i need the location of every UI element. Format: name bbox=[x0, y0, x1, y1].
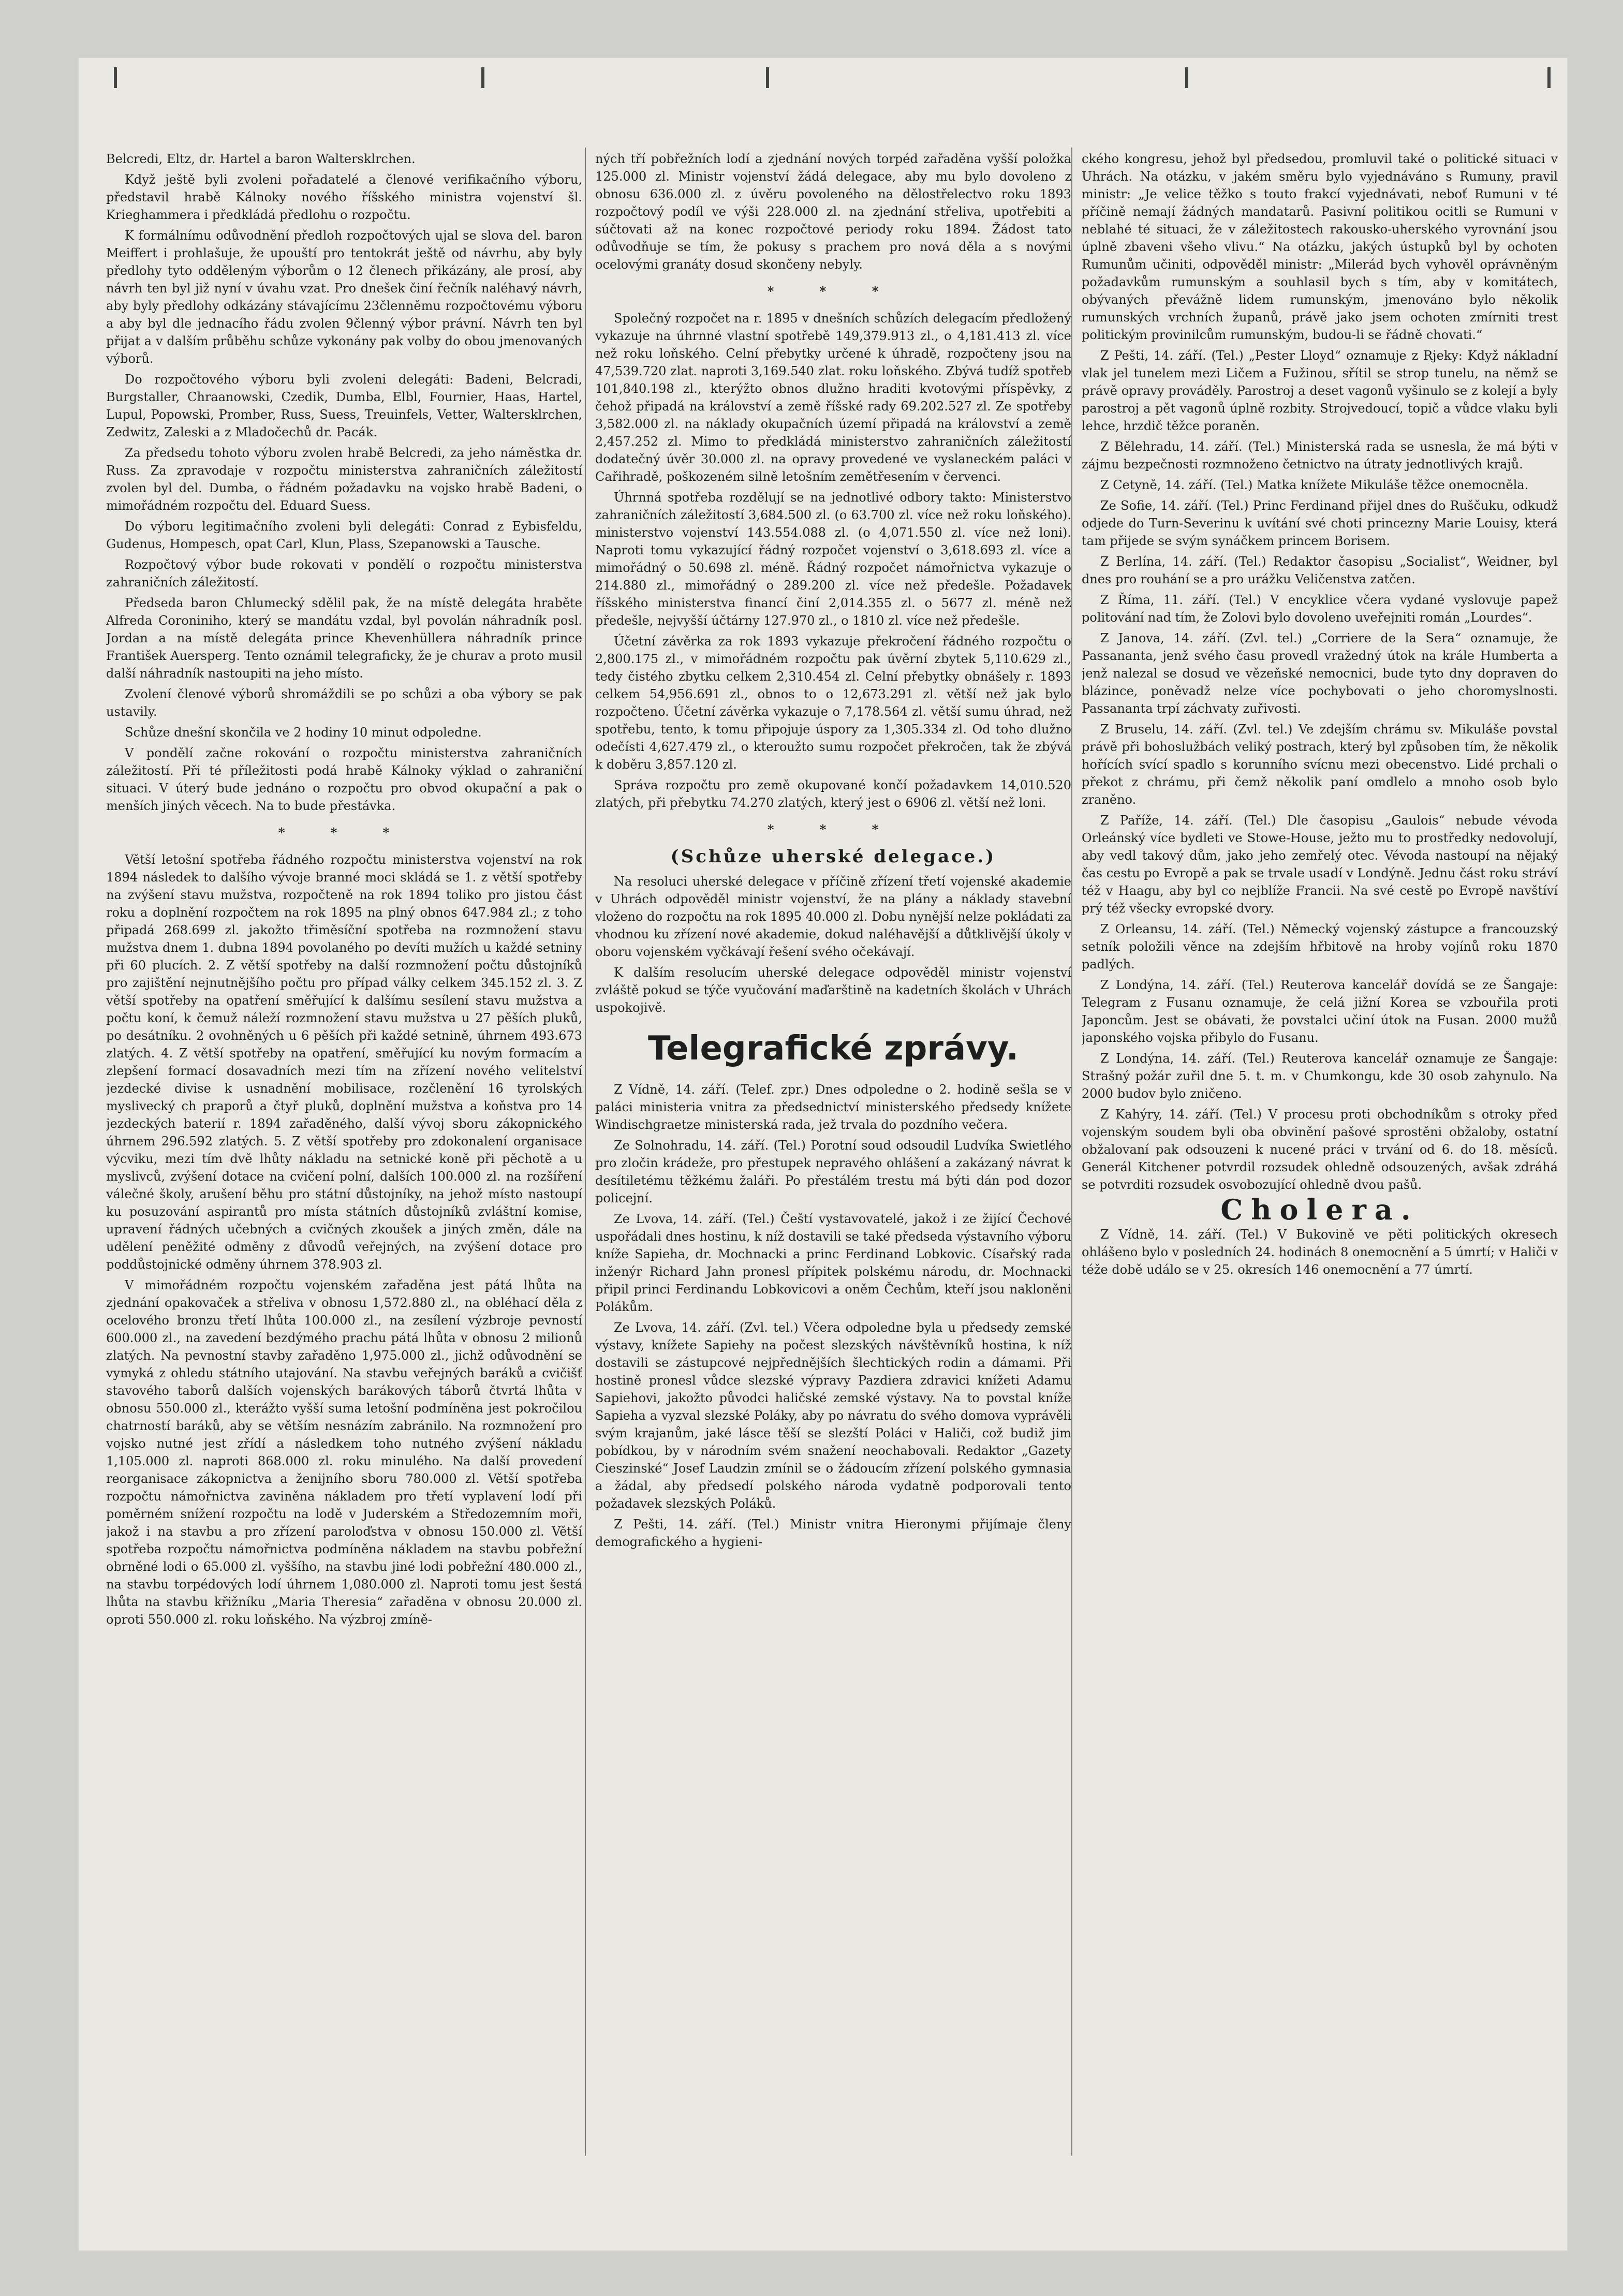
paragraph: K formálnímu odůvodnění předloh rozpočtových ujal se slova del. baron Meiffert i prohlašuje, že upouští pro tentokrát ještě od návrhu, aby byly předlohy tyto odděleným výborům o 12 členech přikázány, ale prosí, aby návrh ten byl již nyní v úvahu vzat. Pro dnešek činí řečník naléhavý návrh, aby byly předlohy odkázány stávajícímu 23členněmu rozpočtovému výboru a aby byl dle jednacího řádu zvolen 9členný výbor právní. Návrh ten byl přijat a v dalším průběhu schůze vykonány pak volby do obou jmenovaných výborů. bbox=[106, 228, 582, 366]
paragraph: Z Berlína, 14. září. (Tel.) Redaktor časopisu „Socialist“, Weidner, byl dnes pro rouhání se a pro urážku Veličenstva zatčen. bbox=[1082, 554, 1558, 586]
margin-mark bbox=[481, 67, 484, 88]
paragraph: Z Říma, 11. září. (Tel.) V encyklice včera vydané vyslovuje papež politování nad tím, že Zolovi bylo dovoleno uveřejniti román „Lourdes“. bbox=[1082, 593, 1558, 625]
section-divider-stars: * * * bbox=[767, 822, 899, 837]
uherska-delegace-heading: (Schůze uherské delegace.) bbox=[670, 846, 996, 867]
paragraph: Z Vídně, 14. září. (Tel.) V Bukovině ve pěti politických okresech ohlášeno bylo v posledních 24. hodinách 8 onemocnění a 5 úmrtí; v Haliči v téže době událo se v 25. okresích 146 onemocnění a 77 úmrtí. bbox=[1082, 1227, 1558, 1277]
margin-mark bbox=[766, 67, 769, 88]
paragraph: Z Pešti, 14. září. (Tel.) Ministr vnitra Hieronymi přijímaje členy demografického a hygieni- bbox=[595, 1517, 1071, 1549]
paragraph: Úhrnná spotřeba rozdělují se na jednotlivé odbory takto: Ministerstvo zahraničních záležitostí 3,684.500 zl. (o 63.700 zl. více než roku loňského). ministerstvo vojenství 143.554.088 zl. (o 4,071.550 zl. více než loni). Naproti tomu vykazující řádný rozpočet vojenství o 3,618.693 zl. více a mimořádný o 50.698 zl. méně. Řádný rozpočet námořnictva vykazuje o 214.880 zl., mimořádný o 289.200 zl. více než předešle. Požadavek říšského ministerstva financí činí 2,014.355 zl. o 5677 zl. méně než předešle, nejvyšší účtárny 127.970 zl., o 1810 zl. více než předešle. bbox=[595, 490, 1071, 628]
paragraph: Z Paříže, 14. září. (Tel.) Dle časopisu „Gaulois“ nebude vévoda Orleánský více bydleti ve Stowe-House, ježto mu to prostředky nedovolují, aby vedl takový dům, jako jeho zemřelý otec. Vévoda nastoupí na nějaký čas cestu po Evropě a pak se trvale usadí v Londýně. Jednu část roku stráví též v Haagu, aby byl co nejblíže Francii. Na své cestě po Evropě navštíví prý též všecky evropské dvory. bbox=[1082, 813, 1558, 916]
paragraph: Větší letošní spotřeba řádného rozpočtu ministerstva vojenství na rok 1894 následek to dalšího vývoje branné moci skládá se 1. z větší spotřeby na zvýšení stavu mužstva, rozpočteně na rok 1894 toliko pro jistou část roku a doplnění rozpočtem na rok 1895 na plný obnos 647.984 zl.; z toho připadá 268.699 zl. jakožto třiměsíční spotřeba na rozmnožení stavu mužstva dnem 1. dubna 1894 povolaného po devíti mužích u každé setniny při 60 plucích. 2. Z větší spotřeby na další rozmnožení počtu důstojníků pro zajištění nejnutnějšího počtu pro případ války celkem 345.152 zl. 3. Z větší spotřeby na opatření směřující k dalšímu sesílení stavu mužstva a počtu koní, k čemuž náleží rozmnožení stavu mužstva u 27 pěších pluků, po desátníku. 2 ovohněných u 6 pěších při každé setnině, úhrnem 493.673 zlatých. 4. Z větší spotřeby na opatření, směřující ku novým formacím a zlepšení formací dosavadních mezi tím na zřízení nového velitelství jezdecké divise k usnadnění mobilisace, rozčlenění 16 tyrolských myslivecký ch praporů a čtyř pluků, doplnění mužstva a koňstva pro 14 jezdeckých baterií r. 1894 zařaděného, další vývoj sboru zákopnického úhrnem 296.592 zlatých. 5. Z větší spotřeby pro zdokonalení organisace výcviku, mezi tím dvě lhůty nákladu na setnické koně při pěchotě a u myslivců, zvýšení dotace na cvičení polní, dalších 100.000 zl. na rozšíření válečné školy, arušení běhu pro státní důstojníky, na jehož místo nastoupí ku posuzování aspirantů pro místa státních důstojníků zvláštní komise, upravení řádných učebných a cvičných zkoušek a jiných změn, dále na udělení peněžité odměny z důvodů veřejných, na zvýšení dotace pro poddůstojnické odměny úhrnem 378.903 zl. bbox=[106, 852, 582, 1272]
column-rule bbox=[585, 148, 586, 2156]
paragraph: Z Bělehradu, 14. září. (Tel.) Ministerská rada se usnesla, že má býti v zájmu bezpečnosti rozmnoženo četnictvo na útraty jednotlivých krajů. bbox=[1082, 439, 1558, 472]
paragraph: Společný rozpočet na r. 1895 v dnešních schůzích delegacím předložený vykazuje na úhrnné vlastní spotřebě 149,379.913 zl., o 4,181.413 zl. více než roku loňského. Celní přebytky určené k úhradě, rozpočteny jsou na 47,539.720 zlat. naproti 3,169.540 zlat. roku loňského. Zbývá tudíž spotřeb 101,840.198 zl., kterýžto obnos dlužno hraditi kvotovými příspěvky, z čehož připadá na království a země říšské rady 69.202.527 zl. Ze spotřeby 3,582.000 zl. na náklady okupačních území připadá na království a země 2,457.252 zl. Mimo to předkládá ministerstvo zahraničních záležitostí dodatečný úvěr 30.000 zl. na opravy provedené ve vyslaneckém paláci v Cařihradě, poškozeném silně letošním zemětřesením v červenci. bbox=[595, 311, 1071, 484]
column-3 bbox=[1082, 150, 1558, 2220]
paragraph: Z Vídně, 14. září. (Telef. zpr.) Dnes odpoledne o 2. hodině sešla se v paláci ministeria vnitra za předsednictví ministerského předsedy knížete Windischgraetze ministerská rada, jež trvala do pozdního večera. bbox=[595, 1082, 1071, 1132]
paragraph: ných tří pobřežních lodí a zjednání nových torpéd zařaděna vyšší položka 125.000 zl. Ministr vojenství žádá delegace, aby mu bylo dovoleno z obnosu 636.000 zl. z úvěru povoleného na dělostřelectvo roku 1893 rozpočtový podíl ve výši 228.000 zl. na zjednání střeliva, upotřebiti a súčtovati až na konec rozpočtové periody roku 1894. Žádost tato odůvodňuje se tím, že pokusy s prachem pro nová děla a s novými ocelovými granáty dosud skončeny nebyly. bbox=[595, 152, 1071, 272]
paragraph: ckého kongresu, jehož byl předsedou, promluvil také o politické situaci v Uhrách. Na otázku, v jakém směru bylo vyjednáváno s Rumuny, pravil ministr: „Je velice těžko s touto frakcí vyjednávati, neboť Rumuni v té příčině nemají žádných mandatarů. Pasivní politikou ocitli se Rumuni v neblahé té situaci, že v záležitostech rakousko-uherského vyrovnání jsou úplně zbaveni všeho vlivu.“ Na otázku, jakých ústupků byl by ochoten Rumunům učiniti, odpověděl ministr: „Milerád bych vyhověl oprávněným požadavkům rumunským a souhlasil bych s tím, aby v komitátech, obývaných převážně lidem rumunským, jmenováno bylo několik rumunských vrchních županů, právě jako jsem ochoten zmírniti trest politickým provinilcům rumunským, budou-li se řádně chovati.“ bbox=[1082, 152, 1558, 342]
paragraph: Účetní závěrka za rok 1893 vykazuje překročení řádného rozpočtu o 2,800.175 zl., v mimořádném rozpočtu pak úvěrní zbytek 5,110.629 zl., tedy čistého zbytku celkem 2,310.454 zl. Celní přebytky obnášely r. 1893 celkem 54,956.691 zl., obnos to o 12,673.291 zl. větší než jak bylo rozpočteno. Účetní závěrka vykazuje o 7,178.564 zl. větší sumu úhrad, než spotřebu, tento, k tomu připojuje úspory za 1,305.334 zl. Od toho dlužno odečísti 4,627.479 zl., o kteroužto sumu rozpočet překročen, tak že zbývá k doběru 3,857.120 zl. bbox=[595, 634, 1071, 772]
paragraph: Ze Solnohradu, 14. září. (Tel.) Porotní soud odsoudil Ludvíka Swietlého pro zločin krádeže, pro přestupek nepravého ohlášení a zakázaný návrat k desítiletému těžkému žaláři. Po přestálém trestu má býti dán pod dozor policejní. bbox=[595, 1138, 1071, 1205]
column-2 bbox=[595, 150, 1071, 2220]
section-divider-stars: * * * bbox=[278, 825, 410, 840]
paragraph: Z Orleansu, 14. září. (Tel.) Německý vojenský zástupce a francouzský setník položili věnce na zdejším hřbitově na hroby vojínů roku 1870 padlých. bbox=[1082, 922, 1558, 972]
paragraph: Předseda baron Chlumecký sdělil pak, že na místě delegáta hraběte Alfreda Coroniniho, který se mandátu vzdal, byl povolán náhradník posl. Jordan a na místě delegáta prince Khevenhüllera náhradník prince František Auersperg. Tento oznámil telegraficky, že je churav a proto musil další náhradník nastoupiti na jeho místo. bbox=[106, 596, 582, 681]
telegraph-heading: Telegrafické zprávy. bbox=[647, 1029, 1019, 1068]
paragraph: Na resoluci uherské delegace v příčině zřízení třetí vojenské akademie v Uhrách odpověděl ministr vojenství, že na plány a náklady stavební vloženo do rozpočtu na rok 1895 40.000 zl. Dobu nynější nelze pokládati za vhodnou ku zřízení nové akademie, dokud naléhavější a důtklivější úkoly v oboru vojenském vyčkávají řešení svého očekávají. bbox=[595, 874, 1071, 959]
paragraph: V mimořádném rozpočtu vojenském zařaděna jest pátá lhůta na zjednání opakovaček a střeliva v obnosu 1,572.880 zl., na obléhací děla z ocelového bronzu třetí lhůta 100.000 zl., na zesílení výzbroje pevností 600.000 zl., na zavedení bezdýmého prachu pátá lhůta v obnosu 2 milionů zlatých. Na pevnostní stavby zařaděno 1,975.000 zl., jichž odůvodnění se vymyká z ohledu státního utajování. Na stavbu veřejných baráků a cvičišť stavového taborů dalších vojenských barákových táborů čtvrtá lhůta v obnosu 550.000 zl., kterážto vyšší suma letošní podmíněna jest pokročilou chatrností baráků, aby se větším nesnázím zabránilo. Na rozmnožení pro vojsko nutné jest zřídí a následkem toho nutného zvýšení nákladu 1,105.000 zl. naproti 868.000 zl. roku minulého. Na další provedení reorganisace zákopnictva a ženijního sboru 780.000 zl. Větší spotřeba rozpočtu námořnictva zaviněna nákladem pro třetí vyplavení lodí při poměrném snížení rozpočtu na lodě v Juderském a Středozemním moři, jakož i na stavbu a pro zřízení paroloďstva v obnosu 150.000 zl. Větší spotřeba rozpočtu námořnictva podmíněna nákladem na stavbu pobřežní obrněné lodi o 65.000 zl. vyššího, na stavbu jiné lodi pobřežní 480.000 zl., na stavbu torpédových lodí úhrnem 1,080.000 zl. Naproti tomu jest šestá lhůta na stavbu křižníku „Maria Theresia“ zařaděna v obnosu 20.000 zl. oproti 550.000 zl. roku loňského. Na výzbroj zmíně- bbox=[106, 1278, 582, 1627]
paragraph: Do rozpočtového výboru byli zvoleni delegáti: Badeni, Belcradi, Burgstaller, Chraanowski, Czedik, Dumba, Elbl, Fournier, Haas, Hartel, Lupul, Popowski, Promber, Russ, Suess, Treuinfels, Vetter, Waltersklrchen, Zedwitz, Zaleski a z Mladočechů dr. Pacák. bbox=[106, 372, 582, 439]
paragraph: Schůze dnešní skončila ve 2 hodiny 10 minut odpoledne. bbox=[125, 725, 482, 740]
paragraph: Z Londýna, 14. září. (Tel.) Reuterova kancelář dovídá se ze Šangaje: Telegram z Fusanu oznamuje, že celá jižní Korea se vzbouřila proti Japoncům. Jest se obávati, že povstalci učiní útok na Fusan. 2000 mužů japonského vojska přibylo do Fusanu. bbox=[1082, 978, 1558, 1045]
paragraph: Za předsedu tohoto výboru zvolen hrabě Belcredi, za jeho náměstka dr. Russ. Za zpravodaje v rozpočtu ministerstva zahraničních záležitostí zvolen byl del. Dumba, o řádném požadavku na vojsko hrabě Badeni, o mimořádném rozpočtu del. Eduard Suess. bbox=[106, 446, 582, 513]
column-rule bbox=[1071, 148, 1072, 2156]
paragraph: Ze Lvova, 14. září. (Zvl. tel.) Včera odpoledne byla u předsedy zemské výstavy, knížete Sapiehy na počest slezských návštěvníků hostina, k níž dostavili se zástupcové nejpřednějších šlechtických rodin a dámami. Při hostině pronesl vůdce slezské výpravy Pazdiera zdravici knížeti Adamu Sapiehovi, jakožto původci haličské zemské výstavy. Na to povstal kníže Sapieha a vyzval slezské Poláky, aby po návratu do svého domova vyprávěli svým krajanům, jaké lásce těší se slezští Poláci v Haliči, což budiž jim pobídkou, by v národním svém snažení neochabovali. Redaktor „Gazety Cieszinské“ Josef Laudzin zmínil se o žádoucím zřízení polského gymnasia a žádal, aby předsedí polského národa vydatně podporovali tento požadavek slezských Poláků. bbox=[595, 1320, 1071, 1511]
paragraph: Z Bruselu, 14. září. (Zvl. tel.) Ve zdejším chrámu sv. Mikuláše povstal právě při bohoslužbách veliký postrach, který byl způsoben tím, že několik hořících svící spadlo s korunního svícnu mezi obecenstvo. Lidé prchali o překot z chrámu, při čemž několik paní omdlelo a mnoho osob bylo zraněno. bbox=[1082, 722, 1558, 807]
newspaper-page bbox=[78, 57, 1568, 2251]
paragraph: Z Pešti, 14. září. (Tel.) „Pester Lloyd“ oznamuje z Rjeky: Když nákladní vlak jel tunelem mezi Ličem a Fužinou, sřítil se strop tunelu, na němž se právě opravy prováděly. Parostroj a deset vagonů vyšinulo se z kolejí a byly parostroj a pět vagonů úplně rozbity. Strojvedoucí, topič a vůdce vlaku byli lehce, hrzdič těžce poraněn. bbox=[1082, 348, 1558, 433]
paragraph: Správa rozpočtu pro země okupované končí požadavkem 14,010.520 zlatých, při přebytku 74.270 zlatých, který jest o 6906 zl. větší než loni. bbox=[595, 778, 1071, 810]
column-1 bbox=[106, 150, 582, 2220]
paragraph: Z Cetyně, 14. září. (Tel.) Matka knížete Mikuláše těžce onemocněla. bbox=[1100, 478, 1529, 492]
margin-mark bbox=[1547, 67, 1551, 88]
paragraph: Když ještě byli zvoleni pořadatelé a členové verifikačního výboru, představil hrabě Kálnoky nového říšského ministra vojenství šl. Krieghammera i předkládá předlohu o rozpočtu. bbox=[106, 172, 582, 222]
paragraph: Belcredi, Eltz, dr. Hartel a baron Waltersklrchen. bbox=[106, 152, 416, 166]
paragraph: Rozpočtový výbor bude rokovati v pondělí o rozpočtu ministerstva zahraničních záležitostí. bbox=[106, 557, 582, 590]
paragraph: Z Kahýry, 14. září. (Tel.) V procesu proti obchodníkům s otroky před vojenským soudem byli oba obvinění pašové sprostěni obžaloby, ostatní obžalovaní pak odsouzeni k nucené práci v trvání od 6. do 18. měsíců. Generál Kitchener potvrdil rozsudek ohledně odsouzených, avšak zdráhá se potvrditi rozsudek osvobozující ohledně dvou pašů. bbox=[1082, 1107, 1558, 1192]
margin-mark bbox=[114, 67, 117, 88]
paragraph: Zvolení členové výborů shromáždili se po schůzi a oba výbory se pak ustavily. bbox=[106, 687, 582, 719]
faded-footer-bleed bbox=[78, 2189, 1568, 2220]
paragraph: Z Londýna, 14. září. (Tel.) Reuterova kancelář oznamuje ze Šangaje: Strašný požár zuřil dne 5. t. m. v Chumkongu, kde 30 osob zahynulo. Na 2000 budov bylo zničeno. bbox=[1082, 1051, 1558, 1101]
paragraph: Ze Lvova, 14. září. (Tel.) Čeští vystavovatelé, jakož i ze žijící Čechové uspořádali dnes hostinu, k níž dostavili se také předseda výstavního výboru kníže Sapieha, dr. Mochnacki a princ Ferdinand Lobkovic. Císařský rada inženýr Richard Jahn pronesl přípitek polskému národu, dr. Mochnacki připil princi Ferdinandu Lobkovicovi a oněm Čechům, kteří jsou nakloněni Polákům. bbox=[595, 1212, 1071, 1314]
paragraph: Z Janova, 14. září. (Zvl. tel.) „Corriere de la Sera“ oznamuje, že Passananta, jenž svého času provedl vražedný útok na krále Humberta a jenž nalezal se dosud ve vězeňské nemocnici, bude tyto dny dopraven do blázince, poněvadž nelze více pochybovati o jeho choromyslnosti. Passananta trpí záchvaty zuřivosti. bbox=[1082, 631, 1558, 716]
paragraph: Ze Sofie, 14. září. (Tel.) Princ Ferdinand přijel dnes do Ruščuku, odkudž odjede do Turn-Severinu k uvítání své choti princezny Marie Louisy, která tam přijede se svým synáčkem princem Borisem. bbox=[1082, 498, 1558, 548]
cholera-heading: Cholera. bbox=[1220, 1193, 1419, 1226]
paragraph: K dalším resolucím uherské delegace odpověděl ministr vojenství zvláště pokud se týče vyučování maďarštině na kadetních školách v Uhrách uspokojivě. bbox=[595, 965, 1071, 1015]
section-divider-stars: * * * bbox=[767, 284, 899, 299]
margin-mark bbox=[1185, 67, 1188, 88]
paragraph: Do výboru legitimačního zvoleni byli delegáti: Conrad z Eybisfeldu, Gudenus, Hompesch, opat Carl, Klun, Plass, Szepanowski a Tausche. bbox=[106, 519, 582, 551]
paragraph: V pondělí začne rokování o rozpočtu ministerstva zahraničních záležitostí. Při té příležitosti podá hrabě Kálnoky výklad o zahraniční situaci. V úterý bude jednáno o rozpočtu pro obvod okupační a pak o menších jiných věcech. Na to bude přestávka. bbox=[106, 746, 582, 813]
